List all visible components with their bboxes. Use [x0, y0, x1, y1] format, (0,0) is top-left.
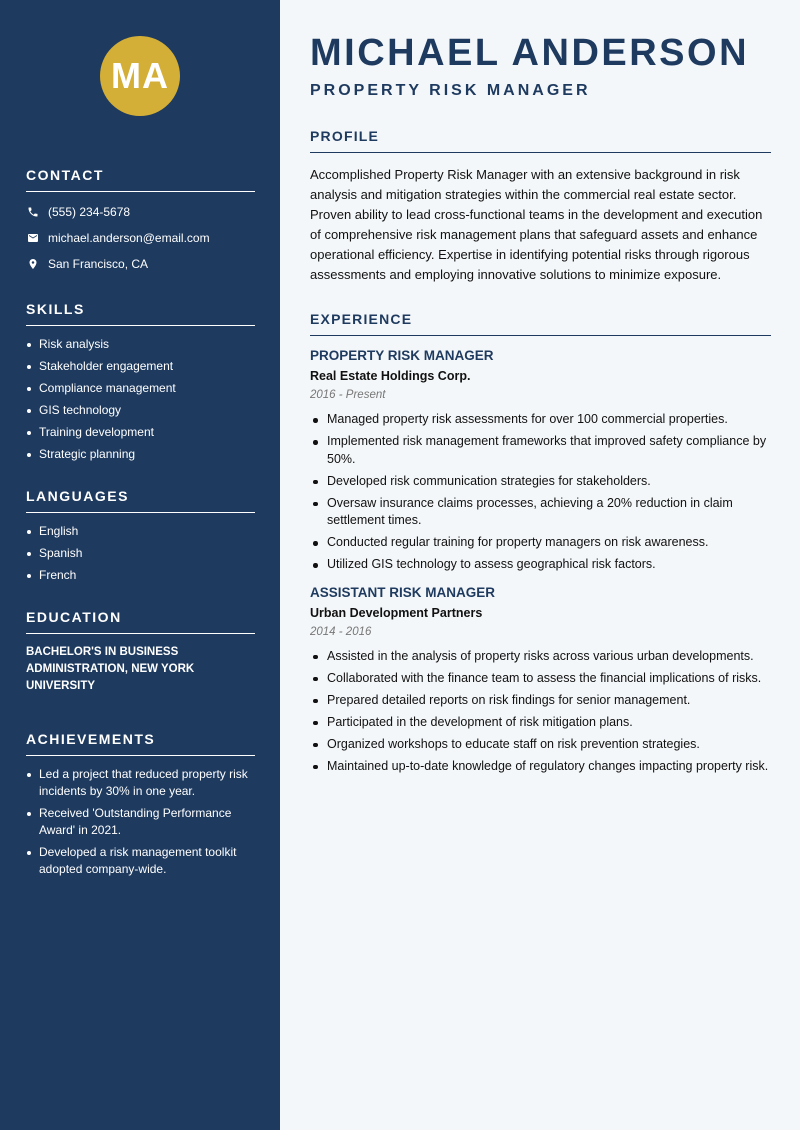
education-heading: EDUCATION — [26, 609, 255, 634]
job-bullet: Collaborated with the finance team to assess the financial implications of risks. — [310, 670, 772, 688]
profile-heading: PROFILE — [310, 128, 771, 153]
job-bullet: Conducted regular training for property managers on risk awareness. — [310, 534, 772, 552]
education-degree: BACHELOR'S IN BUSINESS ADMINISTRATION, NEW YORK UNIVERSITY — [26, 646, 195, 692]
education-section — [26, 609, 254, 695]
achievement-item: Led a project that reduced property risk incidents by 30% in one year. — [26, 766, 254, 800]
skill-item: Risk analysis — [26, 336, 254, 353]
contact-phone — [26, 205, 254, 219]
avatar: MA — [100, 36, 180, 116]
languages-section — [26, 488, 254, 584]
skill-item: Stakeholder engagement — [26, 358, 254, 375]
profile-text: Accomplished Property Risk Manager with an extensive background in risk analysis and mitigation strategies within the commercial real estate sector. Proven ability to lead cross-functional teams in the development and execution of comprehensive risk management plans that safeguard assets and enhance operational efficiency. Expertise in identifying potential risks through rigorous assessments and employing innovative solutions to minimize exposure. — [310, 167, 763, 282]
job-title-header: PROPERTY RISK MANAGER — [310, 82, 591, 99]
job-bullet: Oversaw insurance claims processes, achieving a 20% reduction in claim settlement times. — [310, 495, 772, 530]
job-bullet: Implemented risk management frameworks that improved safety compliance by 50%. — [310, 433, 772, 468]
job-bullet: Prepared detailed reports on risk findings for senior management. — [310, 692, 772, 710]
contact-email — [26, 231, 254, 245]
profile-section — [310, 128, 772, 285]
email-text: michael.anderson@email.com — [48, 231, 210, 245]
languages-heading: LANGUAGES — [26, 488, 255, 513]
skill-item: Training development — [26, 424, 254, 441]
achievements-section — [26, 731, 254, 878]
languages-list — [26, 523, 254, 584]
sidebar — [0, 0, 280, 1130]
experience-section — [310, 311, 772, 775]
job-entry — [310, 348, 772, 574]
job-bullet: Developed risk communication strategies for stakeholders. — [310, 473, 772, 491]
achievements-list — [26, 766, 254, 878]
skills-heading: SKILLS — [26, 301, 255, 326]
skill-item: GIS technology — [26, 402, 254, 419]
achievement-item: Developed a risk management toolkit adopted company-wide. — [26, 844, 254, 878]
job-dates: 2014 - 2016 — [310, 625, 372, 638]
job-entry — [310, 585, 772, 776]
language-item: French — [26, 567, 254, 584]
company-name: Urban Development Partners — [310, 605, 483, 620]
job-bullet: Assisted in the analysis of property risks across various urban developments. — [310, 648, 772, 666]
experience-heading: EXPERIENCE — [310, 311, 771, 336]
achievement-item: Received 'Outstanding Performance Award' in 2021. — [26, 805, 254, 839]
main-content — [310, 0, 772, 780]
job-bullets — [310, 411, 772, 574]
job-bullet: Participated in the development of risk mitigation plans. — [310, 714, 772, 732]
job-bullet: Maintained up-to-date knowledge of regulatory changes impacting property risk. — [310, 758, 772, 776]
location-text: San Francisco, CA — [48, 257, 149, 271]
phone-text: (555) 234-5678 — [48, 205, 131, 219]
job-dates: 2016 - Present — [310, 389, 386, 401]
job-bullet: Managed property risk assessments for over 100 commercial properties. — [310, 411, 772, 429]
job-bullets — [310, 648, 772, 776]
email-icon — [26, 231, 40, 245]
person-name: MICHAEL ANDERSON — [310, 32, 750, 74]
contact-heading: CONTACT — [26, 167, 255, 192]
skills-section — [26, 301, 254, 463]
skills-list — [26, 336, 254, 463]
job-title: ASSISTANT RISK MANAGER — [310, 584, 496, 600]
language-item: Spanish — [26, 545, 254, 562]
contact-section — [26, 167, 254, 271]
company-name: Real Estate Holdings Corp. — [310, 369, 471, 383]
phone-icon — [26, 205, 40, 219]
contact-location — [26, 257, 254, 271]
location-pin-icon — [26, 257, 40, 271]
skill-item: Strategic planning — [26, 446, 254, 463]
job-bullet: Utilized GIS technology to assess geographical risk factors. — [310, 556, 772, 574]
job-bullet: Organized workshops to educate staff on risk prevention strategies. — [310, 736, 772, 754]
achievements-heading: ACHIEVEMENTS — [26, 731, 255, 756]
skill-item: Compliance management — [26, 380, 254, 397]
job-title: PROPERTY RISK MANAGER — [310, 348, 494, 363]
language-item: English — [26, 523, 254, 540]
